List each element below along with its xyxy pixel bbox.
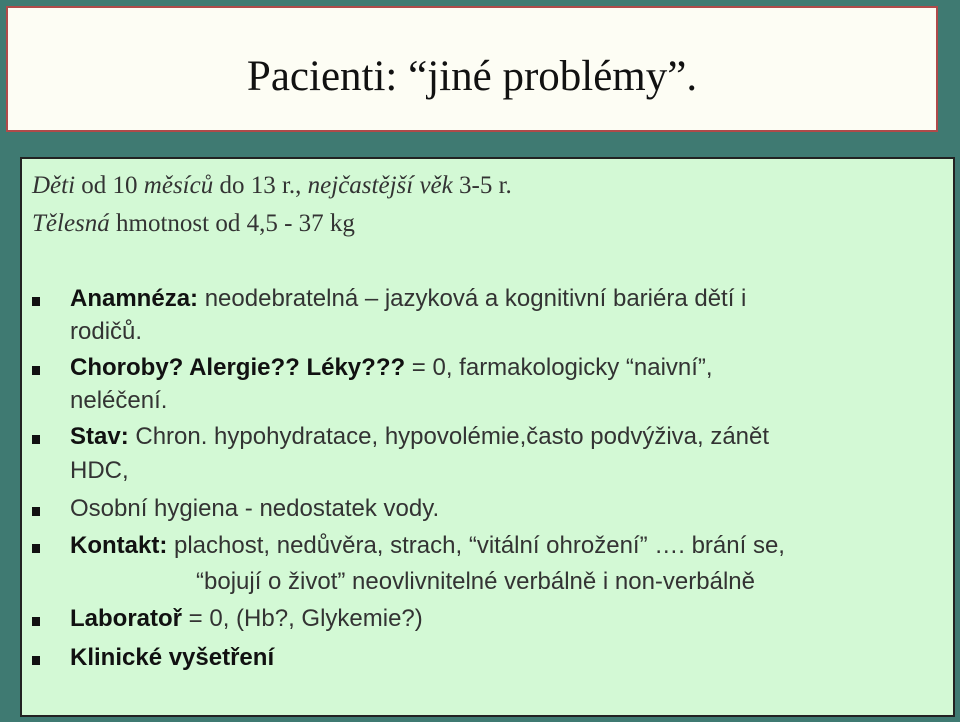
anamneza-text: Anamnéza: neodebratelná – jazyková a kognitivní bariéra dětí i [70,285,747,312]
choroby-text: Choroby? Alergie?? Léky??? = 0, farmakologicky “naivní”, [70,354,713,381]
bullet-square-icon [32,297,40,306]
intro-age-range: 3-5 r. [452,172,512,199]
stav-text: Stav: Chron. hypohydratace, hypovolémie,často podvýživa, zánět [70,423,770,450]
intro-deti: Děti [32,172,76,199]
slide-title: Pacienti: “jiné problémy”. [246,53,698,100]
intro-od: od 10 [75,172,144,199]
intro-nejcastejsi: nejčastější věk [307,172,453,199]
bullet-square-icon [32,544,40,553]
intro-telesna: Tělesná [32,210,110,237]
klinicke-text: Klinické vyšetření [70,644,275,671]
kontakt-text: Kontakt: plachost, nedůvěra, strach, “vitální ohrožení” …. brání se, [70,532,785,559]
intro-line-weight [32,210,355,238]
intro-do: do 13 r., [213,172,308,199]
bullet-square-icon [32,366,40,375]
hygiena-text: Osobní hygiena - nedostatek vody. [70,495,440,522]
laborator-text: Laboratoř = 0, (Hb?, Glykemie?) [70,605,423,632]
intro-line-age [32,172,512,200]
title-panel [6,6,938,132]
bullet-square-icon [32,507,40,516]
intro-weight: hmotnost od 4,5 - 37 kg [109,210,355,237]
bullet-square-icon [32,617,40,626]
intro-mesicu: měsíců [143,172,214,199]
content-panel: Děti od 10 měsíců do 13 r., nejčastější věk 3-5 r. Tělesná hmotnost od 4,5 - 37 kg Anamnéza: neodebratelná – jazyková a kognitivní bariéra dětí i rodičů. Choroby? Alergie?? Léky??? = 0, farmakologicky “naivní”, neléčení. Stav: Chron. hypohydratace, hypovolémie,často podvýživa, zánět HDC, Osobní hygiena - nedostatek vody. Kontakt: plachost, nedůvěra, strach, “vitální ohrožení” …. brání se, “bojují o život” neovlivnitelné verbálně i non-verbálně Laboratoř = 0, (Hb?, Glykemie?) Klinické vyšetření [20,157,955,717]
bullet-square-icon [32,656,40,665]
bullet-square-icon [32,435,40,444]
